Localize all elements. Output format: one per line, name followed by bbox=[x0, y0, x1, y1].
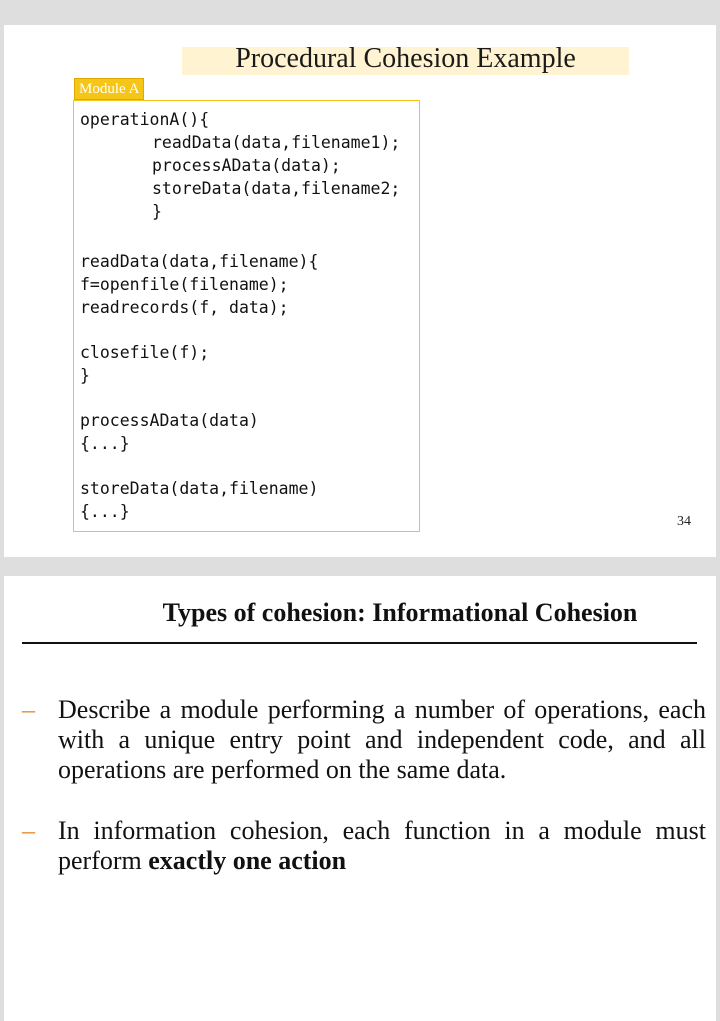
code-line: processAData(data) bbox=[80, 411, 259, 430]
code-line: {...} bbox=[80, 502, 130, 521]
bullet-text-bold: exactly one action bbox=[148, 846, 347, 875]
module-label: Module A bbox=[74, 78, 144, 100]
bullet-text bbox=[58, 816, 706, 876]
bullet-dash: – bbox=[22, 816, 35, 845]
code-line: closefile(f); bbox=[80, 343, 210, 362]
code-line: f=openfile(filename); bbox=[80, 275, 289, 294]
bullet-item bbox=[22, 695, 706, 785]
code-line: operationA(){ bbox=[80, 110, 210, 129]
title-underline bbox=[22, 642, 697, 644]
slide-title: Procedural Cohesion Example bbox=[235, 43, 576, 74]
slide-title: Types of cohesion: Informational Cohesion bbox=[162, 598, 638, 627]
page-number: 34 bbox=[677, 514, 691, 529]
slide-informational-cohesion bbox=[4, 576, 716, 1021]
code-line: storeData(data,filename2; bbox=[152, 179, 401, 198]
bullet-item bbox=[22, 816, 706, 876]
code-line: readrecords(f, data); bbox=[80, 298, 289, 317]
bullet-text: Describe a module performing a number of operations, each with a unique entry point and independent code, and all operations are performed on the same data. bbox=[58, 695, 706, 784]
code-line: } bbox=[152, 202, 162, 221]
code-line: storeData(data,filename) bbox=[80, 479, 319, 498]
code-line: } bbox=[80, 366, 90, 385]
bullet-text-plain: In information cohesion, each function in a module must perform bbox=[58, 816, 706, 875]
code-line: processAData(data); bbox=[152, 156, 341, 175]
slide-procedural-cohesion bbox=[4, 25, 716, 557]
bullet-dash: – bbox=[22, 695, 35, 724]
code-line: readData(data,filename){ bbox=[80, 252, 319, 271]
code-line: {...} bbox=[80, 434, 130, 453]
code-line: readData(data,filename1); bbox=[152, 133, 401, 152]
code-block bbox=[73, 100, 420, 532]
